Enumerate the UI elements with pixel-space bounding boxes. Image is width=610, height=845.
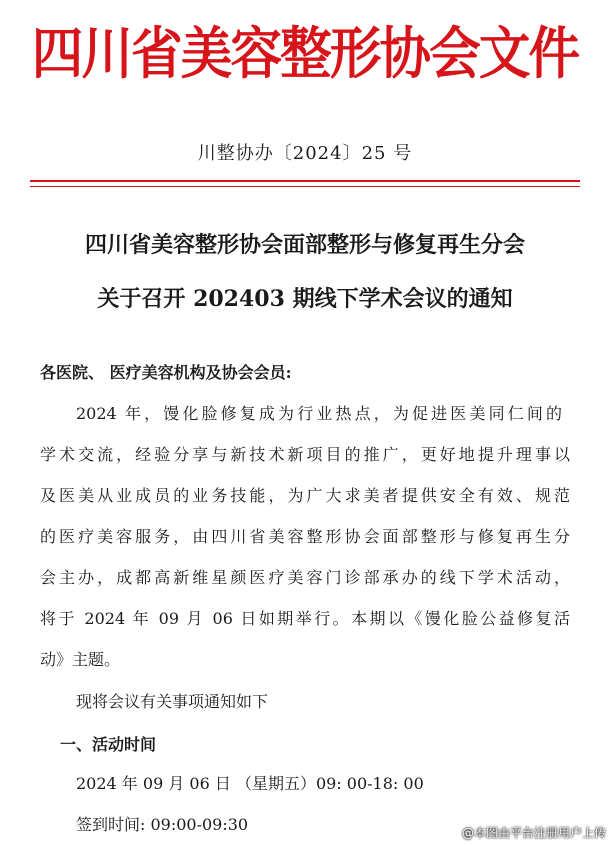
red-divider-rule [30, 180, 580, 182]
upload-watermark: @本图由平台注册用户上传 [461, 826, 606, 840]
section-heading-activity-time: 一、活动时间 [60, 735, 157, 754]
body-paragraph-line: 会主办，成都高新维星颜医疗美容门诊部承办的线下学术活动， [40, 568, 570, 587]
body-paragraph-line: 动》主题。 [40, 650, 121, 669]
body-paragraph-line: 及医美从业成员的业务技能，为广大求美者提供安全有效、规范 [40, 486, 570, 505]
masthead-title: 四川省美容整形协会文件 [31, 22, 579, 87]
body-paragraph-line: 学术交流，经验分享与新技术新项目的推广，更好地提升理事以 [40, 445, 570, 464]
body-paragraph-line: 的医疗美容服务，由四川省美容整形协会面部整形与修复再生分 [40, 527, 570, 546]
red-divider-rule-thin [30, 186, 580, 187]
body-paragraph-line: 2024 年，馒化脸修复成为行业热点，为促进医美同仁间的 [76, 404, 562, 423]
notice-title-line-2: 关于召开 202403 期线下学术会议的通知 [97, 286, 513, 312]
signin-time-line: 签到时间: 09:00-09:30 [76, 815, 249, 834]
document-number: 川整协办〔2024〕25 号 [197, 143, 413, 164]
activity-date-line: 2024 年 09 月 06 日 （星期五）09: 00-18: 00 [76, 774, 424, 793]
salutation: 各医院、 医疗美容机构及协会会员: [40, 363, 292, 382]
body-paragraph-line: 将于 2024 年 09 月 06 日如期举行。本期以《馒化脸公益修复活 [40, 609, 570, 628]
notice-title-line-1: 四川省美容整形协会面部整形与修复再生分会 [84, 232, 525, 258]
notice-intro: 现将会议有关事项通知如下 [76, 692, 269, 711]
